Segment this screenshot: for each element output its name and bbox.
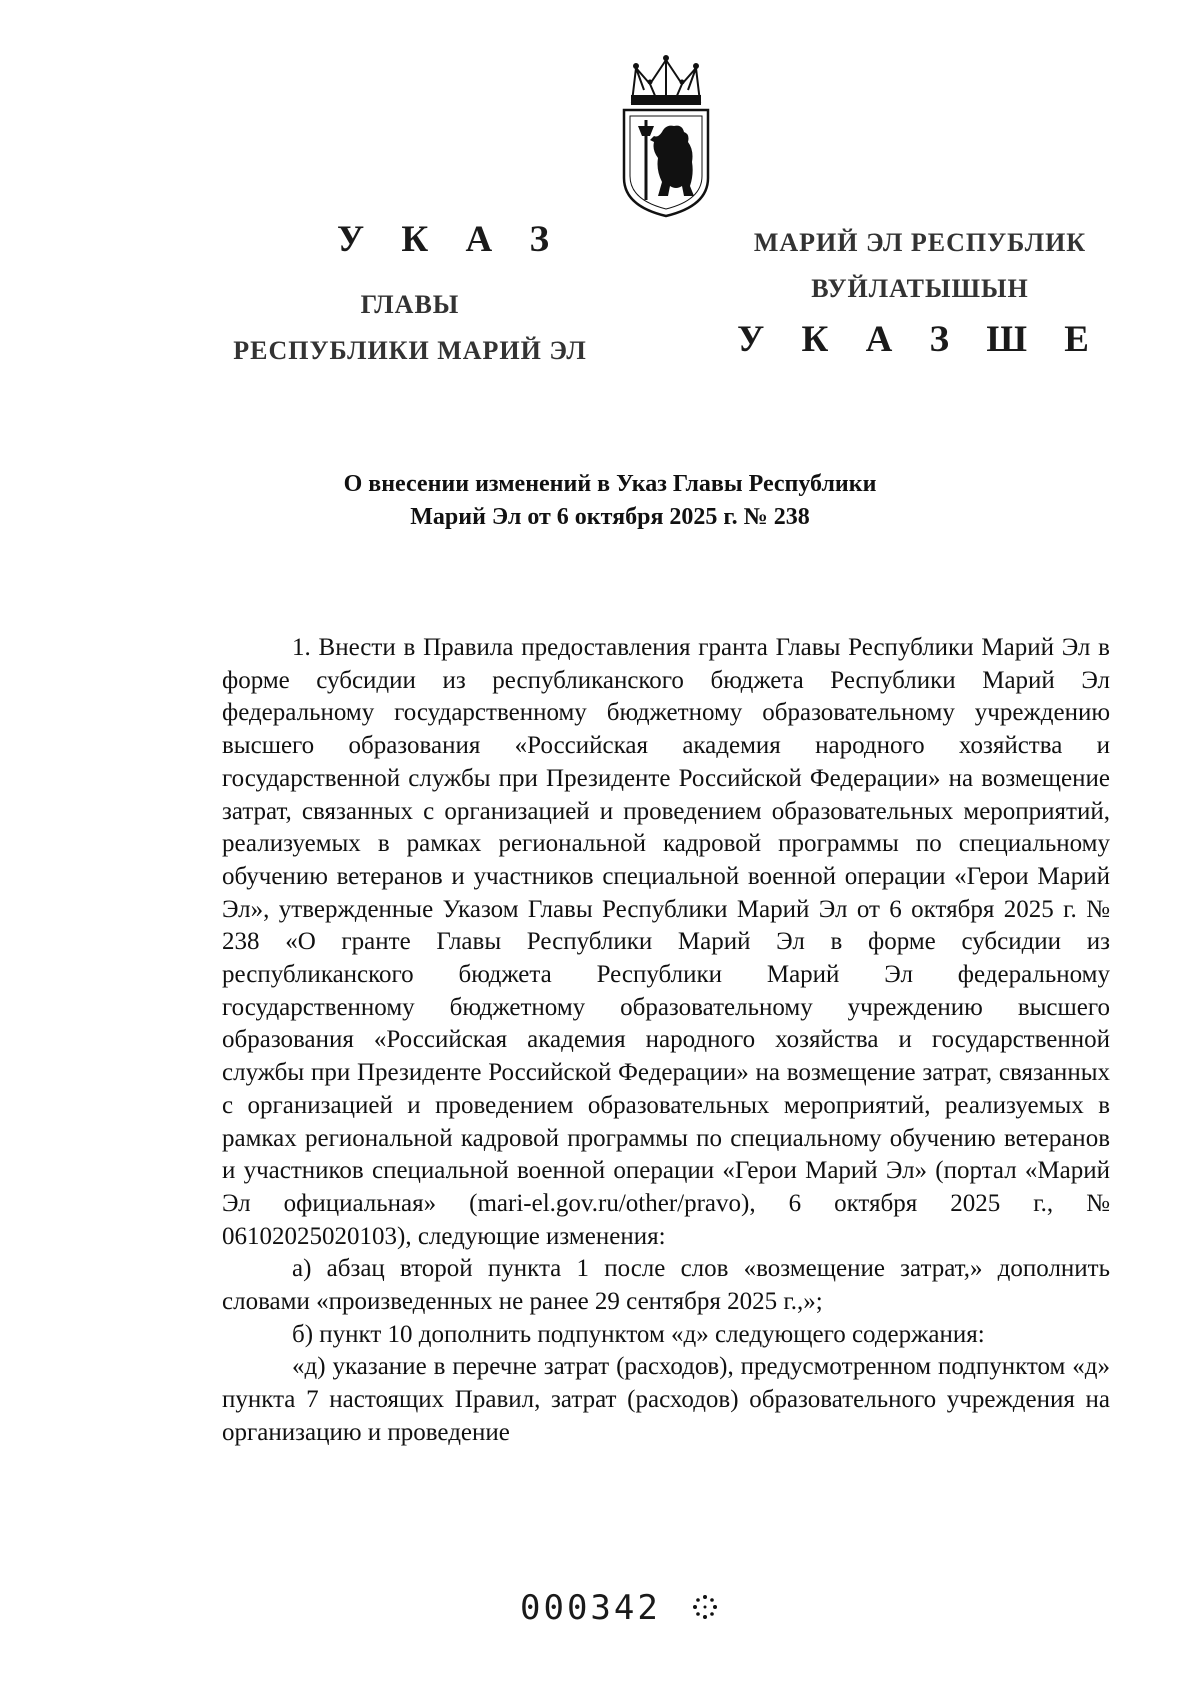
paragraph-a: а) абзац второй пункта 1 после слов «возмещение затрат,» дополнить словами «произведенных не ранее 29 сентября 2025 г.,»;: [222, 1255, 1110, 1316]
paragraph-b: б) пункт 10 дополнить подпунктом «д» следующего содержания:: [292, 1320, 985, 1348]
header-right-title: У К А З Ш Е: [737, 319, 1103, 360]
header-left-line1: ГЛАВЫ: [360, 290, 460, 319]
header-right-line2: ВУЙЛАТЫШЫН: [811, 274, 1029, 303]
document-body: [222, 632, 1110, 1450]
paragraph-1: 1. Внести в Правила предоставления гранта Главы Республики Марий Эл в форме субсидии из республиканского бюджета Республики Марий Эл федеральному государственному бюджетному образовательному учреждению высшего образования «Российская академия народного хозяйства и государственной службы при Президенте Российской Федерации» на возмещение затрат, связанных с организацией и проведением образовательных мероприятий, реализуемых в рамках региональной кадровой программы по специальному обучению ветеранов и участников специальной военной операции «Герои Марий Эл», утвержденные Указом Главы Республики Марий Эл от 6 октября 2025 г. № 238 «О гранте Главы Республики Марий Эл в форме субсидии из республиканского бюджета Республики Марий Эл федеральному государственному бюджетному образовательному учреждению высшего образования «Российская академия народного хозяйства и государственной службы при Президенте Российской Федерации» на возмещение затрат, связанных с организацией и проведением образовательных мероприятий, реализуемых в рамках региональной кадровой программы по специальному обучению ветеранов и участников специальной военной операции «Герои Марий Эл» (портал «Марий Эл официальная» (mari-el.gov.ru/other/pravo), 6 октября 2025 г., № 06102025020103), следующие изменения:: [222, 634, 1110, 1250]
coat-of-arms-icon: [610, 50, 722, 220]
document-title-line2: Марий Эл от 6 октября 2025 г. № 238: [410, 504, 810, 530]
asterisk-mark-icon: [690, 1592, 720, 1622]
serial-number: 000342: [520, 1588, 661, 1628]
header-left-title: У К А З: [337, 219, 563, 260]
paragraph-d: «д) указание в перечне затрат (расходов), предусмотренном подпунктом «д» пункта 7 настоящих Правил, затрат (расходов) образовательного учреждения на организацию и проведение: [222, 1353, 1110, 1446]
document-title-line1: О внесении изменений в Указ Главы Республики: [343, 471, 877, 497]
header-right-subtitle: [720, 220, 1120, 312]
header-right-line1: МАРИЙ ЭЛ РЕСПУБЛИК: [753, 228, 1087, 257]
header-left-subtitle: [200, 282, 620, 374]
header-left-line2: РЕСПУБЛИКИ МАРИЙ ЭЛ: [233, 336, 587, 365]
document-title: [220, 468, 1000, 534]
